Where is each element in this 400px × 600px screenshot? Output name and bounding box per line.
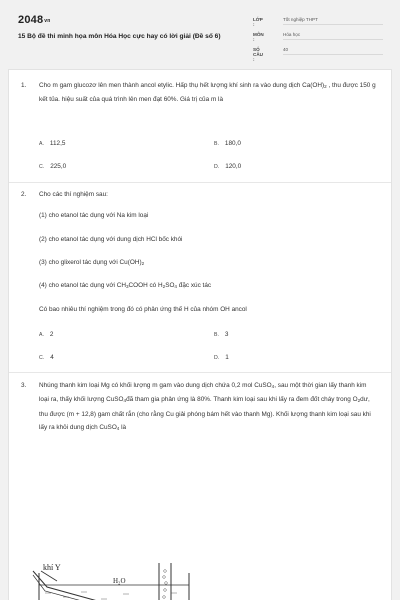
collecting-tube — [159, 563, 171, 600]
option-d[interactable]: D. 1 — [214, 354, 229, 361]
question-number: 1. — [21, 82, 27, 89]
option-b[interactable]: B. 180,0 — [214, 140, 241, 147]
question-number: 3. — [21, 382, 27, 389]
option-a[interactable]: A. 2 — [39, 331, 54, 338]
water-label: H₂O — [113, 577, 126, 585]
experiment-4: (4) cho etanol tác dụng với $CH_3COOH$ có $H_2SO_4$ đặc xúc tác — [39, 282, 212, 289]
gas-label: khí Y — [43, 563, 61, 572]
exam-paper — [8, 69, 392, 600]
option-a[interactable]: A. 112,5 — [39, 140, 66, 147]
experiment-3: (3) cho glixerol tác dụng với $Cu(OH)_2$ — [39, 259, 145, 266]
question-text: Nhúng thanh kim loại Mg có khối lượng m gam vào dung dịch chứa 0,2 mol CuSO$_4$, sau một thời gian lấy thanh kim loại ra, thấy khối lượng CuSO$_4$đã tham gia phản ứng là 80%. Thanh kim loại sau khi lấy ra đem đốt cháy trong $O_2dư$, thu được (m + 12,8) gam chất rắn (cho rằng Cu giải phóng bám hết vào thanh Mg). Khối lượng thanh kim loại sau khi lấy ra khỏi dung dịch CuSO$_4$ là — [39, 382, 371, 432]
delivery-tube — [33, 571, 161, 600]
option-b[interactable]: B. 3 — [214, 331, 229, 338]
question-text: Có bao nhiêu thí nghiệm trong đó có phản ứng thế H của nhóm OH ancol — [39, 306, 247, 313]
experiment-1: (1) cho etanol tác dụng với Na kim loại — [39, 212, 149, 219]
option-d[interactable]: D. 120,0 — [214, 163, 242, 170]
divider — [9, 372, 392, 373]
question-intro: Cho các thí nghiệm sau: — [39, 191, 108, 198]
question-text: Cho m gam glucozơ lên men thành ancol etylic. Hấp thụ hết lượng khí sinh ra vào dung dịch $Ca(OH)_2$ , thu được 150 g kết tủa. hiệu suất của quá trình lên men đạt 60%. Giá trị của m là — [39, 82, 376, 104]
gas-arrow — [41, 571, 57, 581]
gas-collection-figure — [31, 563, 211, 600]
option-c[interactable]: C. 4 — [39, 354, 54, 361]
page-title: 15 Bộ đề thi minh họa môn Hóa Học cực hay có lời giải (Đề số 6) — [18, 33, 221, 40]
page-header: $2048_{vn}$ 15 Bộ đề thi minh họa môn Hóa Học cực hay có lời giải (Đề số 6) LỚP : Tốt nghiệp THPT MÔN : Hóa học SỐ CÂU : 40 — [0, 0, 400, 64]
experiment-2: (2) cho etanol tác dụng với dung dịch HCl bốc khói — [39, 236, 183, 243]
question-number: 2. — [21, 191, 27, 198]
option-c[interactable]: C. 225,0 — [39, 163, 67, 170]
site-logo[interactable]: $2048_{vn}$ — [18, 14, 51, 26]
divider — [9, 182, 392, 183]
